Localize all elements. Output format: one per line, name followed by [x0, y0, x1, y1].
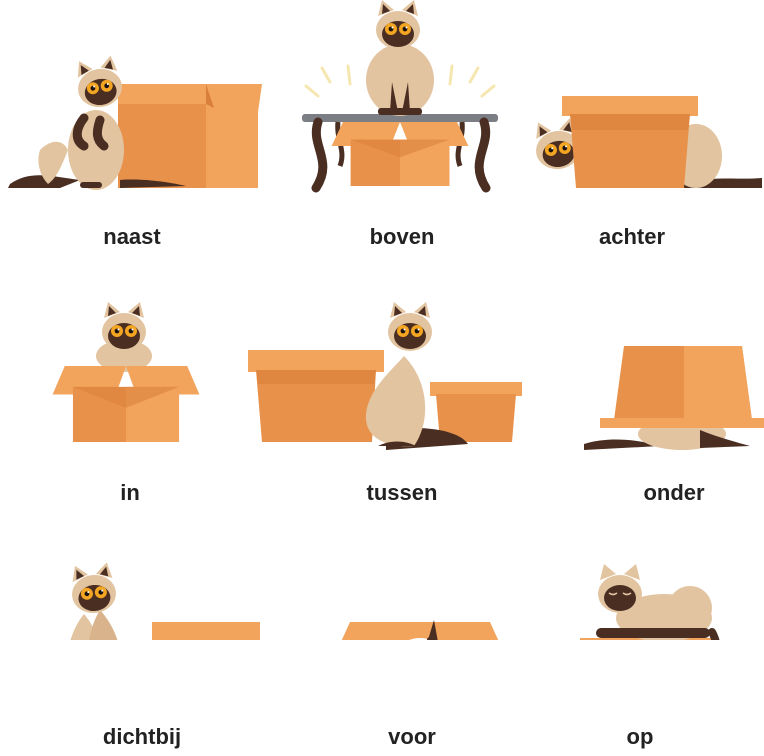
label-op: op — [626, 724, 654, 749]
scene-tussen — [248, 302, 522, 450]
box-icon — [600, 346, 764, 428]
scene-op — [580, 564, 726, 640]
cat-icon — [96, 302, 152, 372]
cat-icon — [10, 562, 122, 640]
box-icon — [332, 122, 469, 186]
scene-boven — [302, 0, 498, 188]
box-left-icon — [248, 350, 384, 442]
scene-onder — [584, 346, 764, 450]
cat-icon — [596, 564, 726, 640]
box-icon — [118, 84, 262, 188]
label-naast: naast — [103, 224, 161, 249]
cat-icon — [366, 0, 434, 116]
box-icon — [152, 622, 260, 640]
label-onder: onder — [643, 480, 705, 505]
box-icon — [340, 622, 500, 640]
scene-voor — [329, 620, 504, 640]
scene-dichtbij — [10, 562, 260, 640]
scene-achter — [532, 96, 762, 188]
label-dichtbij: dichtbij — [102, 724, 182, 749]
label-achter: achter — [598, 224, 666, 249]
scene-naast — [8, 55, 262, 190]
label-in: in — [120, 480, 140, 505]
box-icon — [562, 96, 698, 188]
box-icon — [53, 366, 200, 442]
label-boven: boven — [369, 224, 435, 249]
label-voor: voor — [388, 724, 436, 749]
label-tussen: tussen — [366, 480, 438, 505]
scene-in — [53, 302, 200, 442]
